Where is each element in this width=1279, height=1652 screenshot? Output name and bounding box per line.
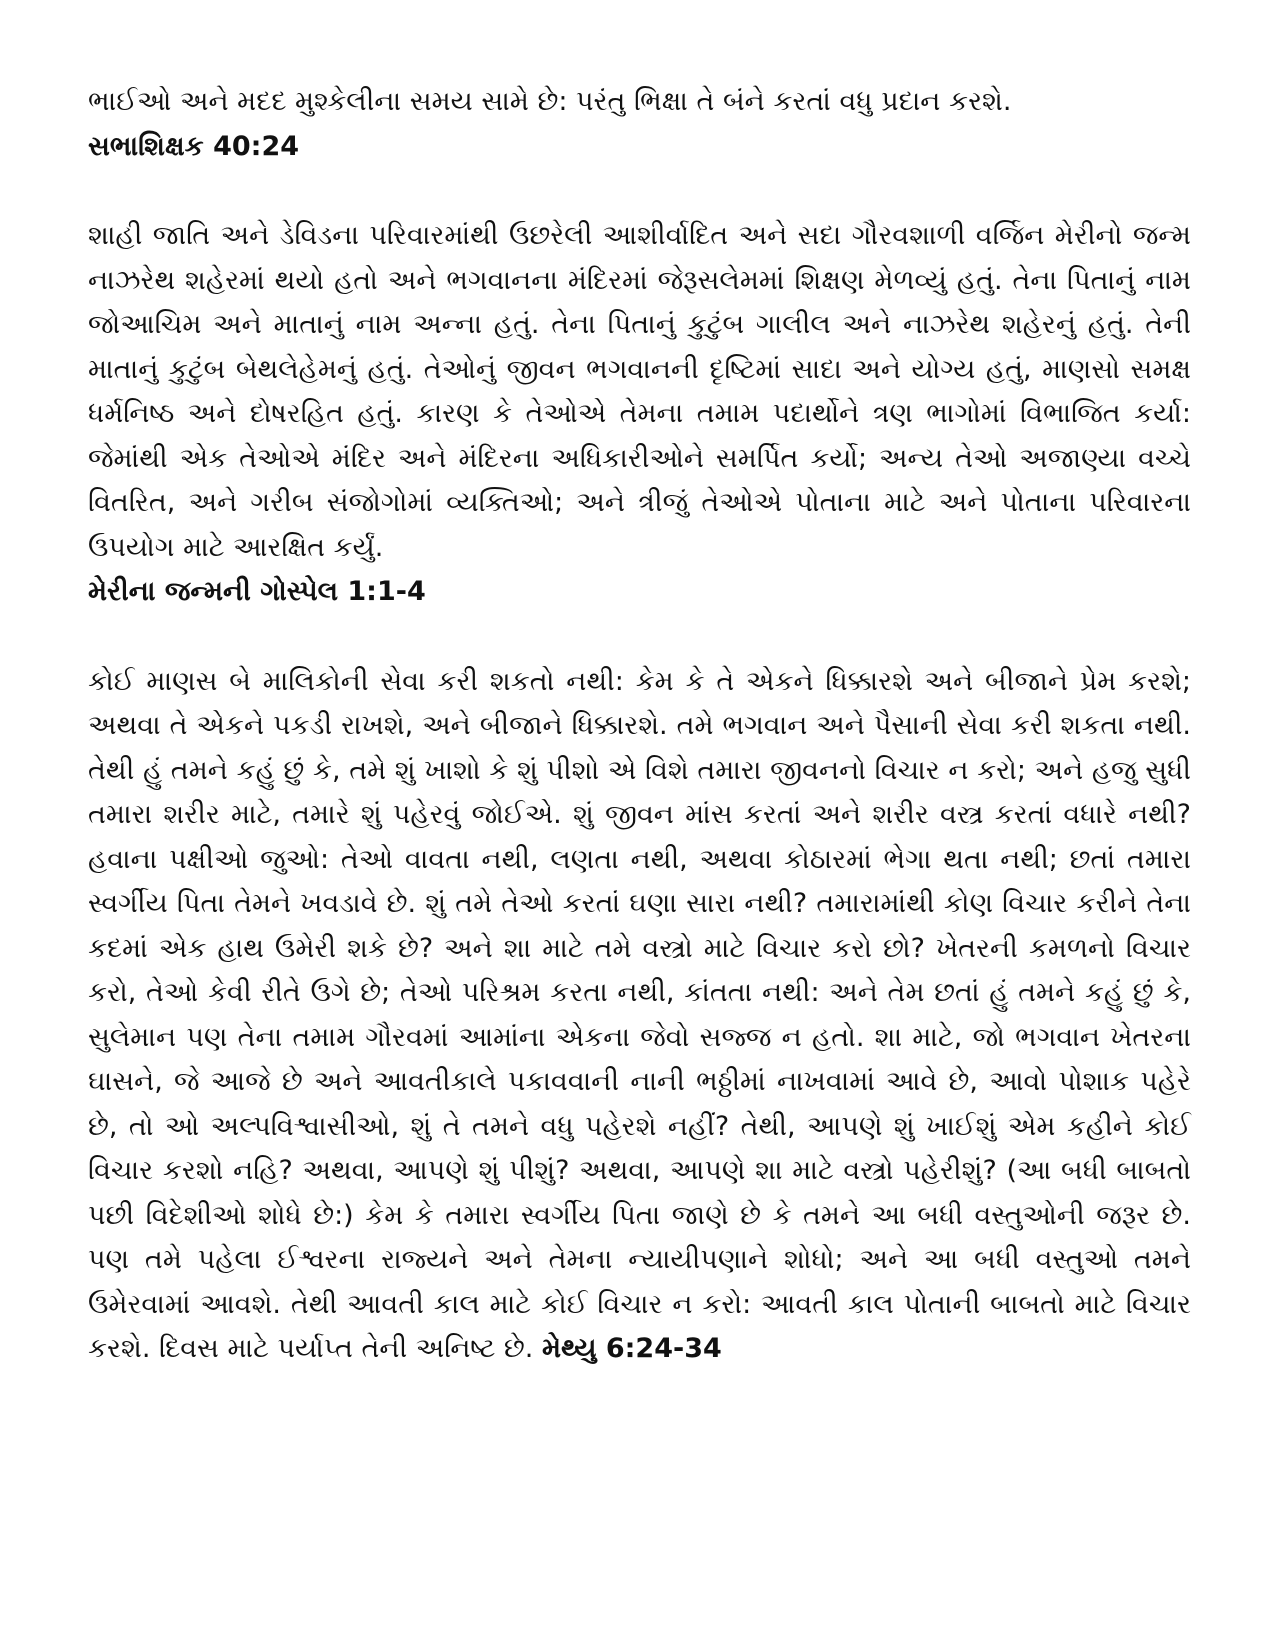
passage-3-text: કોઈ માણસ બે માલિકોની સેવા કરી શકતો નથી: કેમ કે તે એકને ધિક્કારશે અને બીજાને પ્રેમ કરશે; અથવા તે એકને પકડી રાખશે, અને બીજાને ધિક્કારશે. તમે ભગવાન અને પૈસાની સેવા કરી શકતા નથી. તેથી હું તમને કહું છું કે, તમે શું ખાશો કે શું પીશો એ વિશે તમારા જીવનનો વિચાર ન કરો; અને હજુ સુધી તમારા શરીર માટે, તમારે શું પહેરવું જોઈએ. શું જીવન માંસ કરતાં અને શરીર વસ્ત્ર કરતાં વધારે નથી? હવાના પક્ષીઓ જુઓ: તેઓ વાવતા નથી, લણતા નથી, અથવા કોઠારમાં ભેગા થતા નથી; છતાં તમારા સ્વર્ગીય પિતા તેમને ખવડાવે છે. શું તમે તેઓ કરતાં ઘણા સારા નથી? તમારામાંથી કોણ વિચાર કરીને તેના કદમાં એક હાથ ઉમેરી શકે છે? અને શા માટે તમે વસ્ત્રો માટે વિચાર કરો છો? ખેતરની કમળનો વિચાર કરો, તેઓ કેવી રીતે ઉગે છે; તેઓ પરિશ્રમ કરતા નથી, કાંતતા નથી: અને તેમ છતાં હું તમને કહું છું કે, સુલેમાન પણ તેના તમામ ગૌરવમાં આમાંના એકના જેવો સજ્જ ન હતો. શા માટે, જો ભગવાન ખેતરના ઘાસને, જે આજે છે અને આવતીકાલે પકાવવાની નાની ભઠ્ઠીમાં નાખવામાં આવે છે, આવો પોશાક પહેરે છે, તો ઓ અલ્પવિશ્વાસીઓ, શું તે તમને વધુ પહેરશે નહીં? તેથી, આપણે શું ખાઈશું એમ કહીને કોઈ વિચાર કરશો નહિ? અથવા, આપણે શું પીશું? અથવા, આપણે શા માટે વસ્ત્રો પહેરીશું? (આ બધી બાબતો પછી વિદેશીઓ શોધે છે:) કેમ કે તમારા સ્વર્ગીય પિતા જાણે છે કે તમને આ બધી વસ્તુઓની જરૂર છે. પણ તમે પહેલા ઈશ્વરના રાજ્યને અને તેમના ન્યાયીપણાને શોધો; અને આ બધી વસ્તુઓ તમને ઉમેરવામાં આવશે. તેથી આવતી કાલ માટે કોઈ વિચાર ન કરો: આવતી કાલ પોતાની બાબતો માટે વિચાર કરશે. દિવસ માટે પર્યાપ્ત તેની અનિષ્ટ છે. (88, 665, 1191, 1364)
passage-2-reference: મેરીના જન્મની ગોસ્પેલ 1:1-4 (88, 576, 426, 607)
passage-1 (88, 80, 1191, 169)
passage-2-text: શાહી જાતિ અને ડેવિડના પરિવારમાંથી ઉછરેલી આશીર્વાદિત અને સદા ગૌરવશાળી વર્જિન મેરીનો જન્મ નાઝરેથ શહેરમાં થયો હતો અને ભગવાનના મંદિરમાં જેરૂસલેમમાં શિક્ષણ મેળવ્યું હતું. તેના પિતાનું નામ જોઆચિમ અને માતાનું નામ અન્ના હતું. તેના પિતાનું કુટુંબ ગાલીલ અને નાઝરેથ શહેરનું હતું. તેની માતાનું કુટુંબ બેથલેહેમનું હતું. તેઓનું જીવન ભગવાનની દૃષ્ટિમાં સાદા અને યોગ્ય હતું, માણસો સમક્ષ ધર્મનિષ્ઠ અને દોષરહિત હતું. કારણ કે તેઓએ તેમના તમામ પદાર્થોને ત્રણ ભાગોમાં વિભાજિત કર્યા: જેમાંથી એક તેઓએ મંદિર અને મંદિરના અધિકારીઓને સમર્પિત કર્યો; અન્ય તેઓ અજાણ્યા વચ્ચે વિતરિત, અને ગરીબ સંજોગોમાં વ્યક્તિઓ; અને ત્રીજું તેઓએ પોતાના માટે અને પોતાના પરિવારના ઉપયોગ માટે આરક્ષિત કર્યું. (88, 220, 1191, 563)
passage-1-reference: સભાશિક્ષક 40:24 (88, 130, 300, 162)
document-page (88, 80, 1191, 1372)
passage-1-text: ભાઈઓ અને મદદ મુશ્કેલીના સમય સામે છે: પરંતુ ભિક્ષા તે બંને કરતાં વધુ પ્રદાન કરશે. (88, 86, 1012, 117)
passage-3 (88, 660, 1191, 1372)
passage-3-reference: મેથ્યુ 6:24-34 (541, 1333, 722, 1364)
passage-2 (88, 214, 1191, 615)
